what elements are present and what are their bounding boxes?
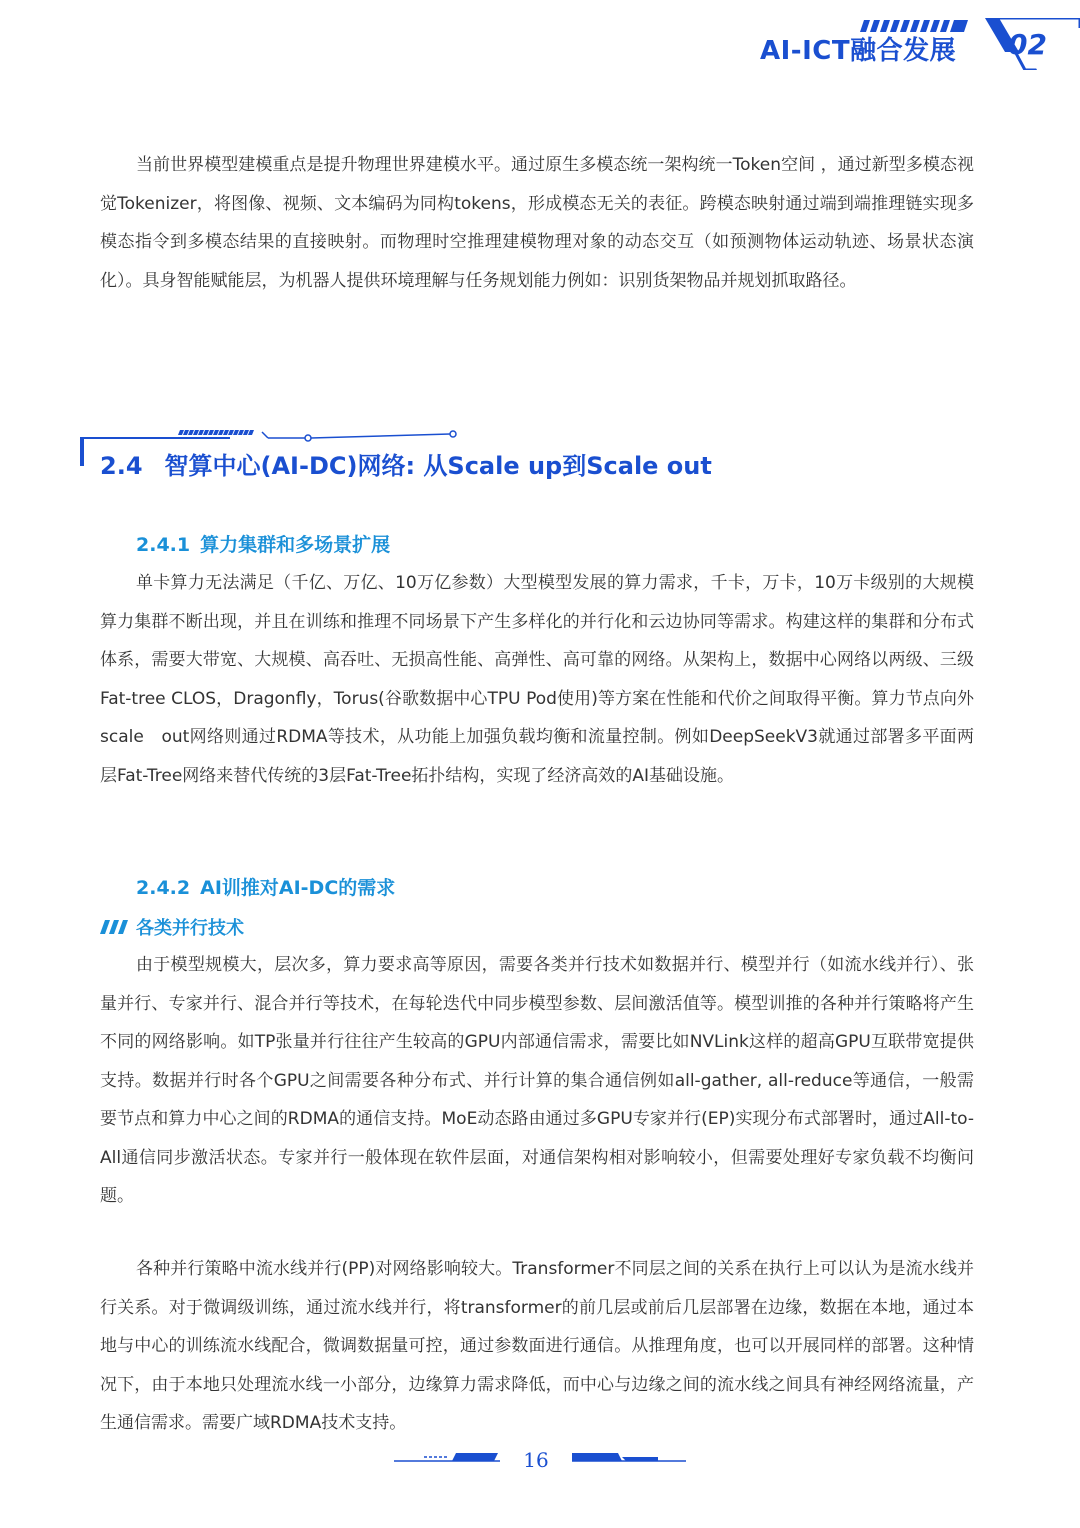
section-number: 2.4: [100, 452, 143, 480]
section-title-text: 智算中心(AI-DC)网络: 从Scale up到Scale out: [164, 452, 712, 480]
subsection-number: 2.4.2: [136, 877, 191, 899]
header-title: AI-ICT融合发展: [760, 36, 957, 66]
subsection-title-2-4-1: [136, 530, 390, 557]
cluster-paragraph: 单卡算力无法满足（千亿、万亿、10万亿参数）大型模型发展的算力需求，千卡，万卡，10万卡级别的大规模算力集群不断出现，并且在训练和推理不同场景下产生多样化的并行化和云边协同等需求。构建这样的集群和分布式体系，需要大带宽、大规模、高吞吐、无损高性能、高弹性、高可靠的网络。从架构上，数据中心网络以两级、三级Fat-tree CLOS，Dragonfly，Torus(谷歌数据中心TPU Pod使用)等方案在性能和代价之间取得平衡。算力节点向外scale out网络则通过RDMA等技术，从功能上加强负载均衡和流量控制。例如DeepSeekV3就通过部署多平面两层Fat-Tree网络来替代传统的3层Fat-Tree拓扑结构，实现了经济高效的AI基础设施。: [100, 573, 974, 786]
topic-heading: [100, 914, 244, 940]
subsection-title-text: AI训推对AI-DC的需求: [200, 877, 396, 899]
subsection-title-2-4-2: [136, 873, 395, 900]
chapter-number: 02: [1008, 28, 1047, 61]
topic-title: 各类并行技术: [136, 918, 244, 939]
slash-stripes-icon: [100, 920, 128, 934]
parallel-paragraph: 由于模型规模大，层次多，算力要求高等原因，需要各类并行技术如数据并行、模型并行（如流水线并行）、张量并行、专家并行、混合并行等技术，在每轮迭代中同步模型参数、层间激活值等。模型训推的各种并行策略将产生不同的网络影响。如TP张量并行往往产生较高的GPU内部通信需求，需要比如NVLink这样的超高GPU互联带宽提供支持。数据并行时各个GPU之间需要各种分布式、并行计算的集合通信例如all-gather, all-reduce等通信，一般需要节点和算力中心之间的RDMA的通信支持。MoE动态路由通过多GPU专家并行(EP)实现分布式部署时，通过All-to-All通信同步激活状态。专家并行一般体现在软件层面，对通信架构相对影响较小，但需要处理好专家负载不均衡问题。: [100, 955, 974, 1206]
pipeline-paragraph: 各种并行策略中流水线并行(PP)对网络影响较大。Transformer不同层之间的关系在执行上可以认为是流水线并行关系。对于微调级训练，通过流水线并行，将transformer的前几层或前后几层部署在边缘，数据在本地，通过本地与中心的训练流水线配合，微调数据量可控，通过参数面进行通信。从推理角度，也可以开展同样的部署。这种情况下，由于本地只处理流水线一小部分，边缘算力需求降低，而中心与边缘之间的流水线之间具有神经网络流量，产生通信需求。需要广域RDMA技术支持。: [100, 1259, 974, 1433]
intro-paragraph: 当前世界模型建模重点是提升物理世界建模水平。通过原生多模态统一架构统一Token空间 ，通过新型多模态视觉Tokenizer，将图像、视频、文本编码为同构tokens，形成模态无关的表征。跨模态映射通过端到端推理链实现多模态指令到多模态结果的直接映射。而物理时空推理建模物理对象的动态交互（如预测物体运动轨迹、场景状态演化）。具身智能赋能层，为机器人提供环境理解与任务规划能力例如：识别货架物品并规划抓取路径。: [100, 155, 974, 291]
subsection-title-text: 算力集群和多场景扩展: [200, 534, 391, 556]
page-number: 16: [500, 1448, 572, 1472]
subsection-number: 2.4.1: [136, 534, 191, 556]
section-title: [100, 446, 712, 481]
